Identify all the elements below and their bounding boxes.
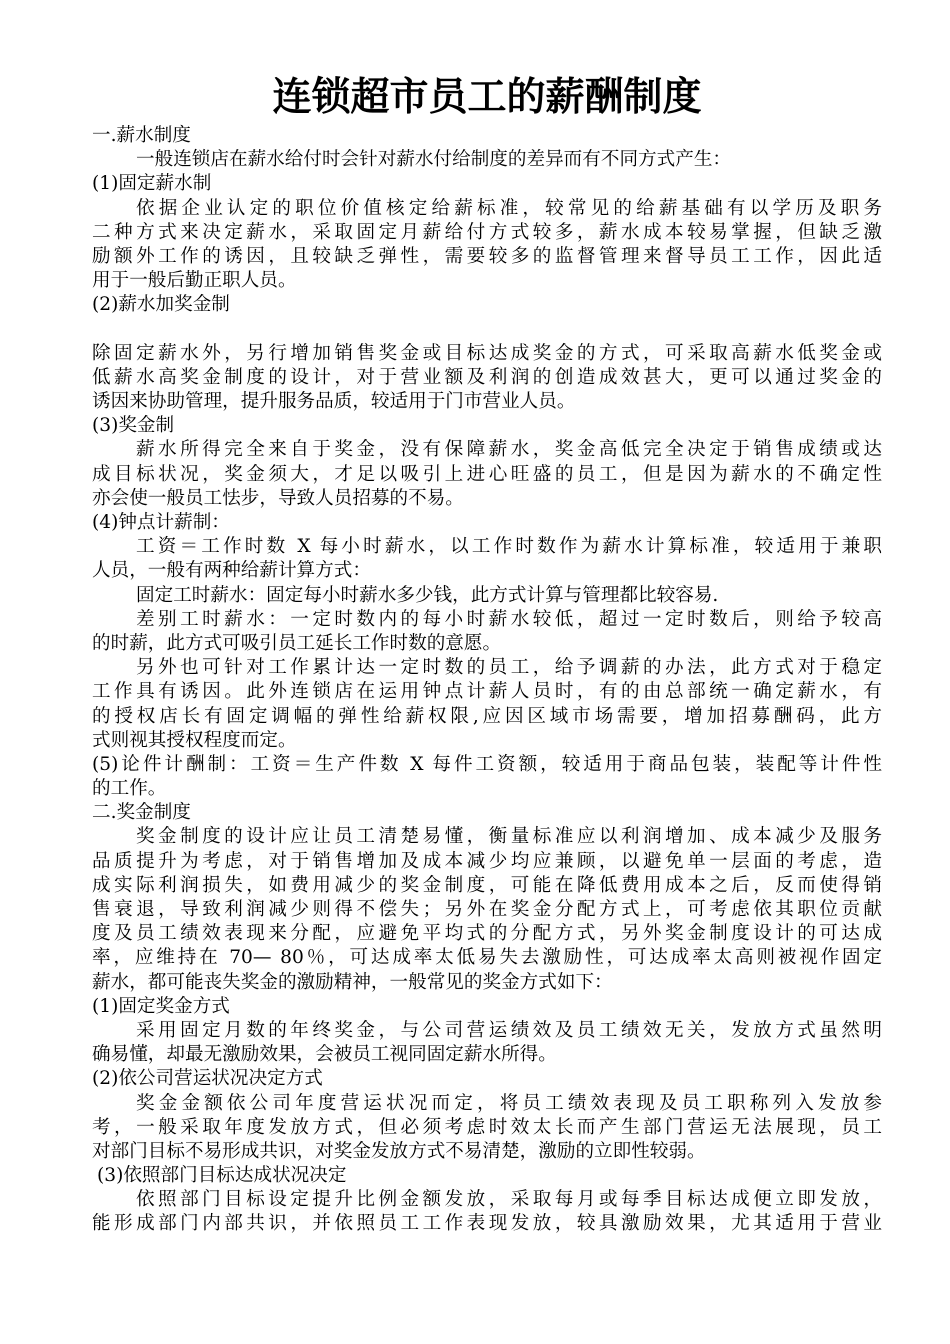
paragraph-line: 式则视其授权程度而定。 [92,729,297,751]
paragraph-line: 二种方式来决定薪水，采取固定月薪给付方式较多，薪水成本较易掌握，但缺乏激 [92,221,882,243]
section-heading: 一.薪水制度 [92,125,191,146]
document-page [92,72,882,1237]
subsection-heading: (3)奖金制 [92,415,175,437]
paragraph-line: 工作具有诱因。此外连锁店在运用钟点计薪人员时，有的由总部统一确定薪水，有 [92,681,882,703]
paragraph-line: 度及员工绩效表现来分配，应避免平均式的分配方式，另外奖金制度设计的可达成 [92,923,882,945]
paragraph-line: 差别工时薪水：一定时数内的每小时薪水较低，超过一定时数后，则给予较高 [136,608,882,630]
paragraph-line: 的授权店长有固定调幅的弹性给薪权限,应因区域市场需要，增加招募酬码，此方 [92,705,882,727]
paragraph-line: 考，一般采取年度发放方式，但必须考虑时效太长而产生部门营运无法展现，员工 [92,1116,882,1138]
paragraph-line: 除固定薪水外，另行增加销售奖金或目标达成奖金的方式，可采取高薪水低奖金或 [92,342,882,364]
section-heading: 二.奖金制度 [92,802,191,824]
paragraph-line: 一般连锁店在薪水给付时会针对薪水付给制度的差异而有不同方式产生： [136,149,732,171]
paragraph-line: 奖金金额依公司年度营运状况而定，将员工绩效表现及员工职称列入发放参 [136,1092,882,1114]
paragraph-line: 励额外工作的诱因，且较缺乏弹性，需要较多的监督管理来督导员工工作，因此适 [92,245,882,267]
paragraph-line: 诱因来协助管理，提升服务品质，较适用于门市营业人员。 [92,391,576,413]
subsection-heading: (1)固定奖金方式 [92,995,230,1017]
blank-line [92,318,882,342]
subsection-heading: (2)依公司营运状况决定方式 [92,1068,323,1090]
paragraph-line: 工资＝工作时数 X 每小时薪水，以工作时数作为薪水计算标准，较适用于兼职 [136,536,882,558]
paragraph-line: 奖金制度的设计应让员工清楚易懂，衡量标准应以利润增加、成本减少及服务 [136,826,882,848]
paragraph-line: 售衰退，导致利润减少则得不偿失；另外在奖金分配方式上，可考虑依其职位贡献 [92,899,882,920]
subsection-heading: (2)薪水加奖金制 [92,294,230,316]
paragraph-line: 依照部门目标设定提升比例金额发放，采取每月或每季目标达成便立即发放， [136,1189,882,1211]
paragraph-line: 用于一般后勤正职人员。 [92,270,297,292]
subsection-heading: (4)钟点计薪制： [92,512,230,533]
paragraph-line: 品质提升为考虑，对于销售增加及成本减少均应兼顾，以避免单一层面的考虑，造 [92,850,882,872]
paragraph-line: 薪水，都可能丧失奖金的激励精神，一般常见的奖金方式如下： [92,971,613,993]
paragraph-line: 成目标状况，奖金须大，才足以吸引上进心旺盛的员工，但是因为薪水的不确定性 [92,463,882,485]
paragraph-line: 另外也可针对工作累计达一定时数的员工，给予调薪的办法，此方式对于稳定 [136,657,882,679]
paragraph-line: 人员，一般有两种给薪计算方式： [92,560,371,582]
paragraph-line: 率，应维持在 70— 80％，可达成率太低易失去激励性，可达成率太高则被视作固定 [92,947,882,969]
subsection-heading: (1)固定薪水制 [92,173,212,195]
paragraph-line: 能形成部门内部共识，并依照员工工作表现发放，较具激励效果，尤其适用于营业 [92,1213,882,1235]
paragraph-line: 的工作。 [92,778,167,800]
paragraph-line: 成实际利润损失，如费用减少的奖金制度，可能在降低费用成本之后，反而使得销 [92,874,882,896]
subsection-heading: (3)依照部门目标达成状况决定 [97,1165,347,1187]
paragraph-line: 亦会使一般员工怯步，导致人员招募的不易。 [92,487,464,509]
paragraph-line: 对部门目标不易形成共识，对奖金发放方式不易清楚，激励的立即性较弱。 [92,1140,706,1162]
paragraph-line: (5)论件计酬制：工资＝生产件数 X 每件工资额，较适用于商品包装，装配等计件性 [92,753,882,775]
paragraph-line: 依据企业认定的职位价值核定给薪标准，较常见的给薪基础有以学历及职务 [136,197,882,219]
paragraph-line: 确易懂，却最无激励效果，会被员工视同固定薪水所得。 [92,1044,557,1066]
document-title: 连锁超市员工的薪酬制度 [272,75,702,120]
paragraph-line: 低薪水高奖金制度的设计，对于营业额及利润的创造成效甚大，更可以通过奖金的 [92,366,882,388]
paragraph-line: 固定工时薪水：固定每小时薪水多少钱，此方式计算与管理都比较容易. [136,584,719,606]
paragraph-line: 采用固定月数的年终奖金，与公司营运绩效及员工绩效无关，发放方式虽然明 [136,1019,882,1041]
paragraph-line: 的时薪，此方式可吸引员工延长工作时数的意愿。 [92,632,502,654]
paragraph-line: 薪水所得完全来自于奖金，没有保障薪水，奖金高低完全决定于销售成绩或达 [136,439,882,461]
